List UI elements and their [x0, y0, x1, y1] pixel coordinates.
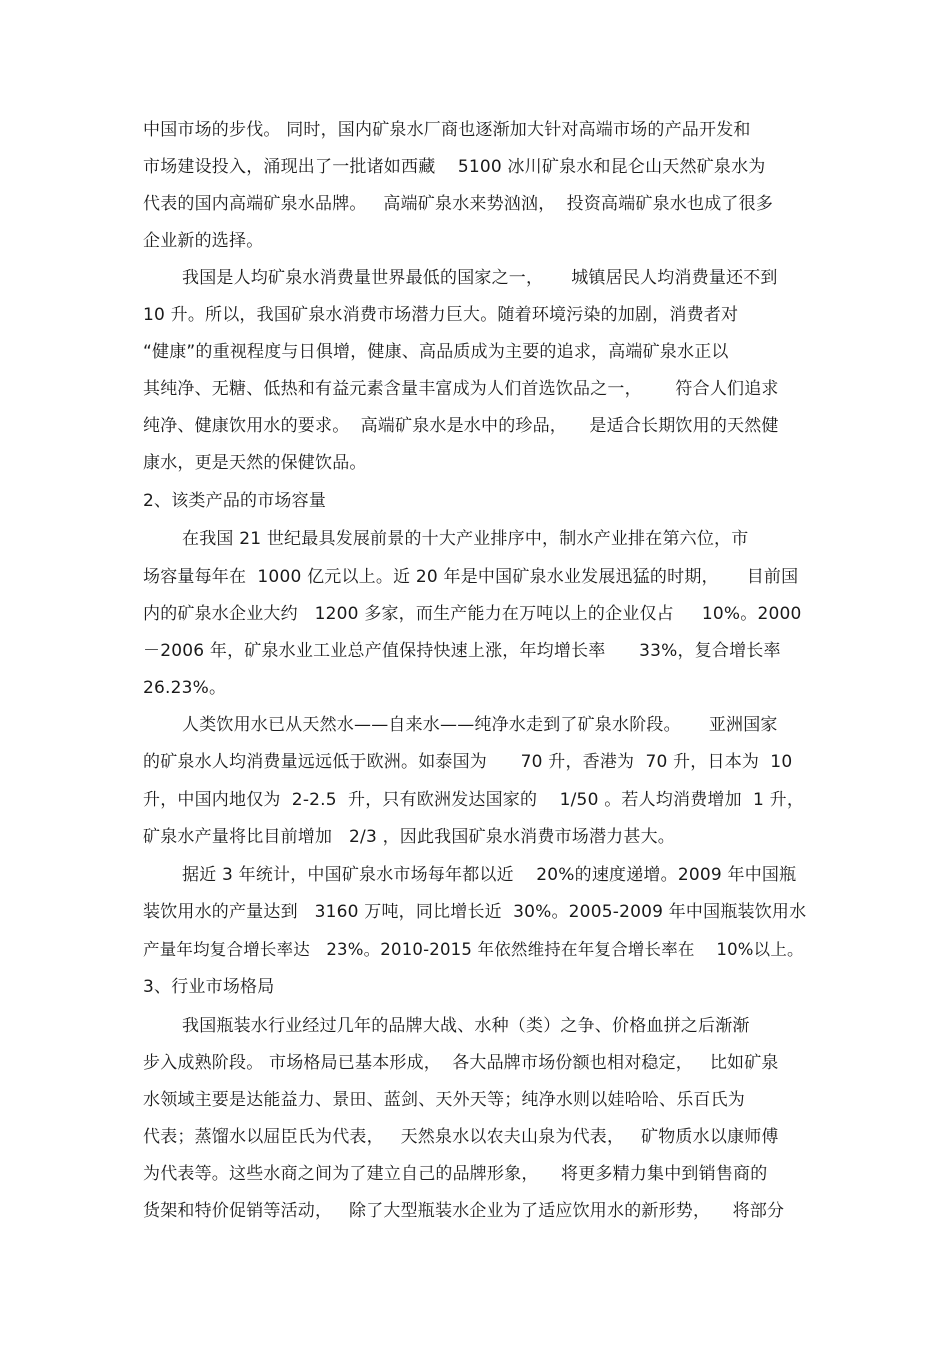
text-line: 市场建设投入，涌现出了一批诸如西藏 5100 冰川矿泉水和昆仑山天然矿泉水为 [143, 157, 766, 177]
text-line: “健康”的重视程度与日俱增，健康、高品质成为主要的追求，高端矿泉水正以 [143, 342, 729, 362]
text-line: 矿泉水产量将比目前增加 2/3 ，因此我国矿泉水消费市场潜力甚大。 [143, 827, 675, 847]
section-heading: 3、行业市场格局 [143, 977, 275, 997]
text-line: －2006 年，矿泉水业工业总产值保持快速上涨，年均增长率 33%，复合增长率 [143, 641, 781, 661]
text-line: 10 升。所以，我国矿泉水消费市场潜力巨大。随着环境污染的加剧，消费者对 [143, 305, 739, 325]
text-line: 为代表等。这些水商之间为了建立自己的品牌形象， 将更多精力集中到销售商的 [143, 1164, 768, 1184]
text-line: 的矿泉水人均消费量远远低于欧洲。如泰国为 70 升，香港为 70 升，日本为 10 [143, 752, 793, 772]
paragraph-first-line: 我国瓶装水行业经过几年的品牌大战、水种（类）之争、价格血拼之后渐渐 [182, 1016, 750, 1036]
text-line: 中国市场的步伐。 同时，国内矿泉水厂商也逐渐加大针对高端市场的产品开发和 [143, 120, 751, 140]
text-line: 26.23%。 [143, 678, 227, 698]
paragraph-first-line: 据近 3 年统计，中国矿泉水市场每年都以近 20%的速度递增。2009 年中国瓶 [182, 865, 797, 885]
paragraph-first-line: 人类饮用水已从天然水——自来水——纯净水走到了矿泉水阶段。 亚洲国家 [182, 715, 778, 735]
text-line: 企业新的选择。 [143, 231, 264, 251]
paragraph-first-line: 我国是人均矿泉水消费量世界最低的国家之一， 城镇居民人均消费量还不到 [182, 268, 778, 288]
text-line: 装饮用水的产量达到 3160 万吨，同比增长近 30%。2005-2009 年中国瓶装饮用水 [143, 902, 807, 922]
text-line: 升，中国内地仅为 2-2.5 升，只有欧洲发达国家的 1/50 。若人均消费增加 1 升， [143, 790, 805, 810]
text-line: 内的矿泉水企业大约 1200 多家，而生产能力在万吨以上的企业仅占 10%。2000 [143, 604, 802, 624]
paragraph-first-line: 在我国 21 世纪最具发展前景的十大产业排序中，制水产业排在第六位，市 [182, 529, 749, 549]
text-line: 步入成熟阶段。 市场格局已基本形成， 各大品牌市场份额也相对稳定， 比如矿泉 [143, 1053, 779, 1073]
text-line: 纯净、健康饮用水的要求。 高端矿泉水是水中的珍品， 是适合长期饮用的天然健 [143, 416, 779, 436]
text-line: 产量年均复合增长率达 23%。2010-2015 年依然维持在年复合增长率在 10%以上。 [143, 940, 804, 959]
text-line: 康水，更是天然的保健饮品。 [143, 453, 367, 473]
section-heading: 2、该类产品的市场容量 [143, 491, 327, 511]
text-line: 水领域主要是达能益力、景田、蓝剑、天外天等；纯净水则以娃哈哈、乐百氏为 [143, 1090, 745, 1110]
text-line: 代表；蒸馏水以屈臣氏为代表， 天然泉水以农夫山泉为代表， 矿物质水以康师傅 [143, 1127, 779, 1147]
text-line: 其纯净、无糖、低热和有益元素含量丰富成为人们首选饮品之一， 符合人们追求 [143, 379, 779, 399]
text-line: 代表的国内高端矿泉水品牌。 高端矿泉水来势汹汹， 投资高端矿泉水也成了很多 [143, 194, 774, 214]
text-line: 货架和特价促销等活动， 除了大型瓶装水企业为了适应饮用水的新形势， 将部分 [143, 1201, 785, 1221]
text-line: 场容量每年在 1000 亿元以上。近 20 年是中国矿泉水业发展迅猛的时期， 目前国 [143, 567, 799, 587]
